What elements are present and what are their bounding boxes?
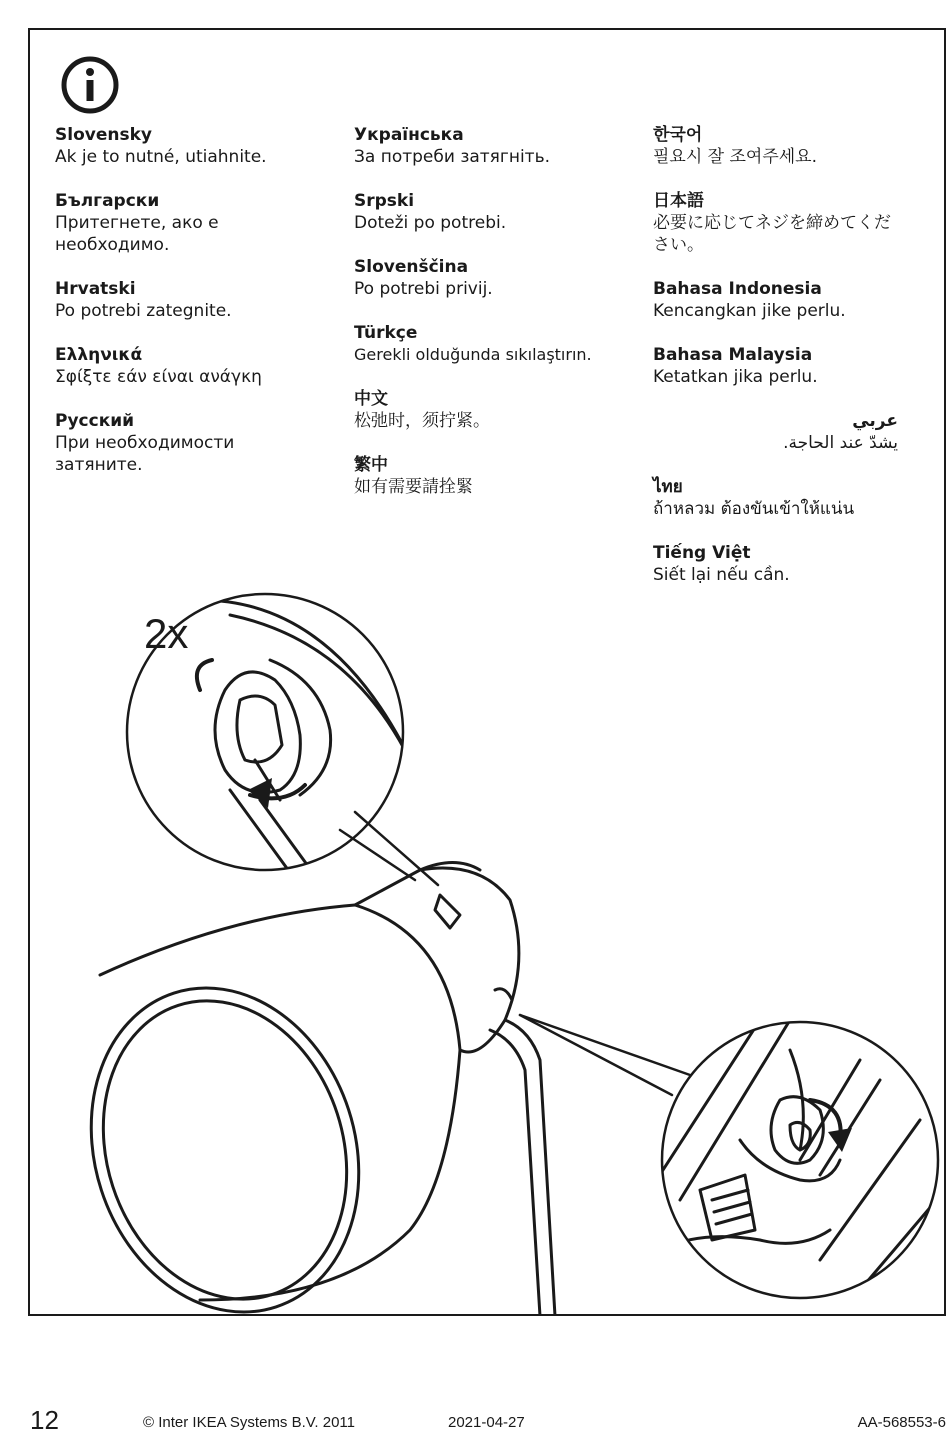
instruction-text: يشدّ عند الحاجة.	[783, 433, 898, 453]
instruction-text: Po potrebi zategnite.	[55, 301, 232, 321]
language-column-2	[354, 124, 644, 520]
language-column-1	[55, 124, 345, 498]
language-name: Hrvatski	[55, 279, 136, 299]
language-name: 한국어	[653, 125, 703, 145]
language-name: Slovensky	[55, 125, 152, 145]
instruction-text: Po potrebi privij.	[354, 279, 493, 299]
language-entry	[55, 278, 345, 322]
lamp-illustration	[0, 590, 950, 1320]
document-date: 2021-04-27	[448, 1414, 525, 1431]
language-entry	[653, 190, 898, 256]
page-number: 12	[30, 1405, 59, 1435]
language-name: 中文	[354, 389, 388, 409]
instruction-text: Ak je to nutné, utiahnite.	[55, 147, 267, 167]
language-name: ไทย	[653, 477, 683, 497]
language-entry	[55, 124, 345, 168]
language-column-3	[653, 124, 898, 608]
instruction-text: При необходимости затяните.	[55, 433, 235, 475]
instruction-text: Ketatkan jika perlu.	[653, 367, 818, 387]
language-name: Ελληνικά	[55, 345, 143, 365]
language-name: Bahasa Indonesia	[653, 279, 822, 299]
info-icon	[60, 55, 120, 115]
instruction-text: 필요시 잘 조여주세요.	[653, 147, 818, 167]
instruction-text: ถ้าหลวม ต้องขันเข้าให้แน่น	[653, 499, 855, 519]
instruction-text: 必要に応じてネジを締めてください。	[653, 213, 891, 255]
language-entry	[55, 410, 345, 476]
instruction-text: Σφίξτε εάν είναι ανάγκη	[55, 367, 262, 387]
language-name: Türkçe	[354, 323, 418, 343]
language-entry	[354, 190, 644, 234]
language-entry	[653, 542, 898, 586]
instruction-text: Gerekli olduğunda sıkılaştırın.	[354, 345, 592, 364]
language-name: Tiếng Việt	[653, 543, 751, 563]
language-name: Русский	[55, 411, 135, 431]
language-name: 日本語	[653, 191, 704, 211]
language-entry	[354, 124, 644, 168]
instruction-text: 如有需要請拴緊	[354, 477, 473, 497]
language-entry	[354, 454, 644, 498]
instruction-text: 松弛时，须拧紧。	[354, 411, 490, 431]
quantity-label: 2x	[144, 610, 189, 657]
instruction-text: Kencangkan jike perlu.	[653, 301, 846, 321]
language-name: Srpski	[354, 191, 415, 211]
instruction-text: Doteži po potrebi.	[354, 213, 507, 233]
instruction-text: За потреби затягніть.	[354, 147, 551, 167]
language-entry	[653, 476, 898, 520]
page-footer	[0, 1405, 950, 1439]
language-entry	[354, 322, 644, 366]
language-name: 繁中	[354, 455, 388, 475]
language-entry	[354, 388, 644, 432]
detail-callout-bottom	[520, 1015, 945, 1298]
language-name: Български	[55, 191, 160, 211]
language-entry	[55, 344, 345, 388]
lamp-shade	[50, 863, 555, 1321]
language-name: عربي	[852, 411, 898, 431]
instruction-text: Притегнете, ако е необходимо.	[55, 213, 219, 255]
copyright-text: © Inter IKEA Systems B.V. 2011	[143, 1414, 355, 1431]
language-entry	[653, 344, 898, 388]
language-name: Українська	[354, 125, 464, 145]
language-entry	[55, 190, 345, 256]
language-entry	[653, 124, 898, 168]
language-entry	[354, 256, 644, 300]
language-name: Slovenščina	[354, 257, 469, 277]
language-entry	[653, 278, 898, 322]
instruction-text: Siết lại nếu cần.	[653, 565, 790, 585]
language-entry-rtl	[653, 410, 898, 454]
document-code: AA-568553-6	[857, 1414, 946, 1431]
language-name: Bahasa Malaysia	[653, 345, 813, 365]
